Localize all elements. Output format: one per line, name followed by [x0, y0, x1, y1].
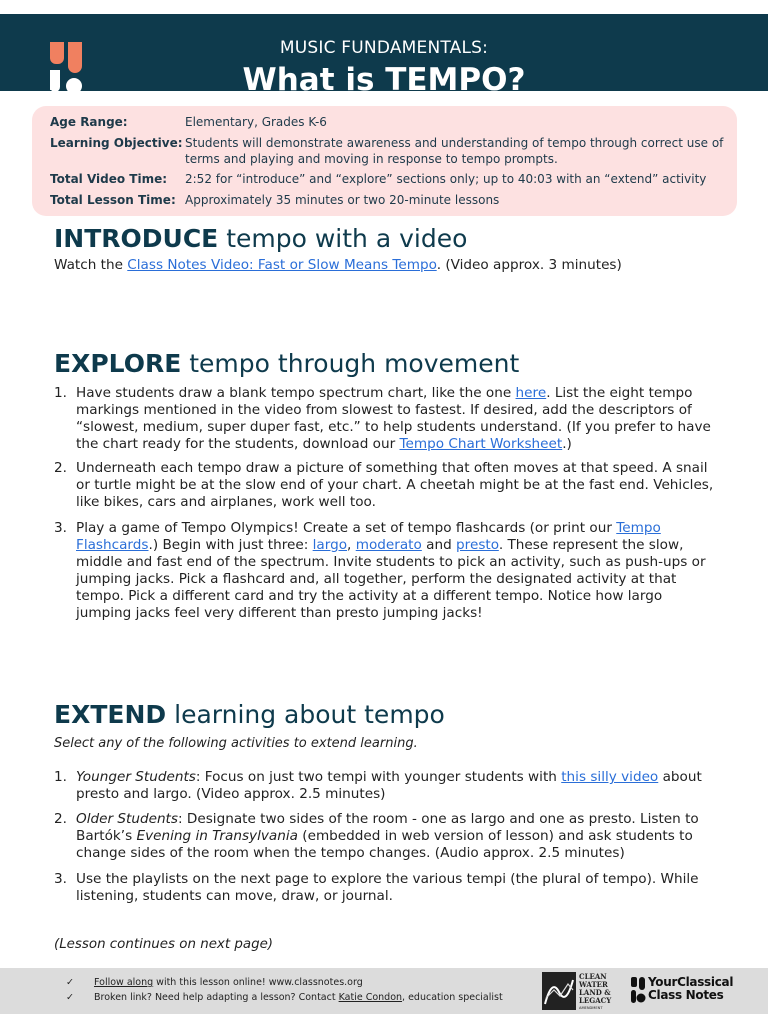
text: : Designate two sides of the room - one as largo and one as presto. Listen to Bartók’s [76, 811, 699, 844]
text: Younger Students [76, 769, 196, 785]
list-text [76, 385, 716, 453]
class-notes-mark-icon [630, 976, 646, 1004]
footer-line-contact [66, 992, 503, 1003]
text: .) Begin with just three: [148, 537, 313, 553]
text: . (Video approx. 3 minutes) [436, 257, 622, 273]
header-banner [0, 14, 768, 98]
heading-rest: tempo through movement [181, 349, 520, 378]
cwll-text: LAND & [579, 988, 611, 997]
extend-heading [54, 700, 445, 729]
text: .) [562, 436, 572, 452]
heading-bold: EXPLORE [54, 349, 182, 378]
silly-video-link[interactable]: this silly video [561, 769, 659, 785]
text: : Focus on just two tempi with younger students with [195, 769, 562, 785]
class-notes-video-link[interactable]: Class Notes Video: Fast or Slow Means Tempo [127, 257, 437, 273]
text: Have students draw a blank tempo spectrum chart, like the one [76, 385, 516, 401]
presto-link[interactable]: presto [456, 537, 499, 553]
largo-link[interactable]: largo [312, 537, 348, 553]
list-number: 2. [54, 811, 67, 827]
text: , [347, 537, 356, 553]
cwll-emblem-icon [542, 972, 622, 1010]
top-margin [0, 0, 768, 14]
text: Watch the [54, 257, 128, 273]
text: Evening in Transylvania [136, 828, 298, 844]
info-value: Elementary, Grades K-6 [185, 115, 327, 129]
clean-water-land-legacy-logo [542, 972, 622, 1010]
list-text [76, 811, 716, 862]
info-label: Total Lesson Time: [50, 193, 176, 207]
introduce-heading [54, 224, 467, 253]
footer-line-follow [66, 977, 363, 988]
text: . List the eight tempo markings mentioned in the video from slowest to fastest. If desired, add the descriptors of “slowest, medium, super duper fast, etc.” to help students understand. (If you prefer to have the chart ready for the students, download our [76, 385, 711, 452]
text: and [421, 537, 457, 553]
list-number: 1. [54, 385, 67, 401]
cwll-text: LEGACY [579, 996, 612, 1005]
list-text: Use the playlists on the next page to explore the various tempi (the plural of tempo). While listening, students can move, draw, or journal. [76, 871, 699, 904]
list-number: 2. [54, 460, 67, 476]
info-value: 2:52 for “introduce” and “explore” sections only; up to 40:03 with an “extend” activity [185, 172, 707, 186]
info-label: Age Range: [50, 115, 128, 129]
heading-rest: learning about tempo [166, 700, 445, 729]
cwll-text: WATER [579, 980, 608, 989]
katie-condon-link[interactable]: Katie Condon [338, 992, 403, 1003]
cwll-text: CLEAN [579, 972, 607, 981]
text: Play a game of Tempo Olympics! Create a set of tempo flashcards (or print our [76, 520, 617, 536]
lesson-continues-note: (Lesson continues on next page) [54, 937, 274, 952]
ycn-wordmark [648, 976, 733, 1002]
info-label: Total Video Time: [50, 172, 168, 186]
text: . These represent the slow, middle and fast end of the spectrum. Invite students to pick an activity, such as push-ups or jumping jacks. Pick a flashcard and, all together, perform the designated activity at that tempo. Pick a different card and try the activity at a different tempo. Notice how largo jumping jacks feel very different than presto jumping jacks! [76, 537, 706, 621]
explore-heading [54, 349, 519, 378]
tempo-chart-worksheet-link[interactable]: Tempo Chart Worksheet [399, 436, 563, 452]
cwll-text: AMENDMENT [579, 1006, 603, 1010]
list-number: 3. [54, 520, 67, 536]
text: with this lesson online! www.classnotes.org [153, 977, 363, 988]
info-value: Approximately 35 minutes or two 20-minute lessons [185, 193, 500, 207]
list-text [76, 520, 716, 622]
text: Older Students [76, 811, 178, 827]
introduce-paragraph [54, 257, 744, 274]
info-label: Learning Objective: [50, 136, 183, 150]
check-icon: ✓ [66, 992, 74, 1003]
text: (embedded in web version of lesson) and ask students to change sides of the room when the tempo changes. (Audio approx. 2.5 minutes) [76, 828, 693, 861]
ycn-line: YourClassical [648, 975, 734, 989]
list-number: 3. [54, 871, 67, 887]
list-text: Underneath each tempo draw a picture of something that often moves at that speed. A snail or turtle might be at the slow end of your chart. A cheetah might be at the fast end. Vehicles, like bikes, cars and airplanes, work well too. [76, 460, 714, 510]
list-text [76, 769, 716, 803]
follow-along-link[interactable]: Follow along [94, 977, 154, 988]
text: about presto and largo. (Video approx. 2.5 minutes) [76, 769, 702, 802]
heading-rest: tempo with a video [218, 224, 468, 253]
heading-bold: INTRODUCE [54, 224, 219, 253]
page-title: What is TEMPO? [242, 62, 526, 98]
check-icon: ✓ [66, 977, 74, 988]
text: , education specialist [402, 992, 503, 1003]
list-number: 1. [54, 769, 67, 785]
moderato-link[interactable]: moderato [355, 537, 422, 553]
heading-bold: EXTEND [54, 700, 167, 729]
info-value: Students will demonstrate awareness and understanding of tempo through correct use of terms and playing and moving in response to tempo prompts. [185, 136, 724, 166]
tempo-flashcards-link[interactable]: Tempo Flashcards [76, 520, 661, 553]
extend-intro: Select any of the following activities to extend learning. [54, 736, 418, 751]
your-classical-class-notes-logo [630, 976, 750, 1004]
lesson-info-box [32, 106, 737, 216]
ycn-line: Class Notes [648, 988, 724, 1002]
header-subtitle: MUSIC FUNDAMENTALS: [279, 38, 489, 58]
tempo-chart-here-link[interactable]: here [515, 385, 547, 401]
text: Broken link? Need help adapting a lesson? Contact [94, 992, 339, 1003]
